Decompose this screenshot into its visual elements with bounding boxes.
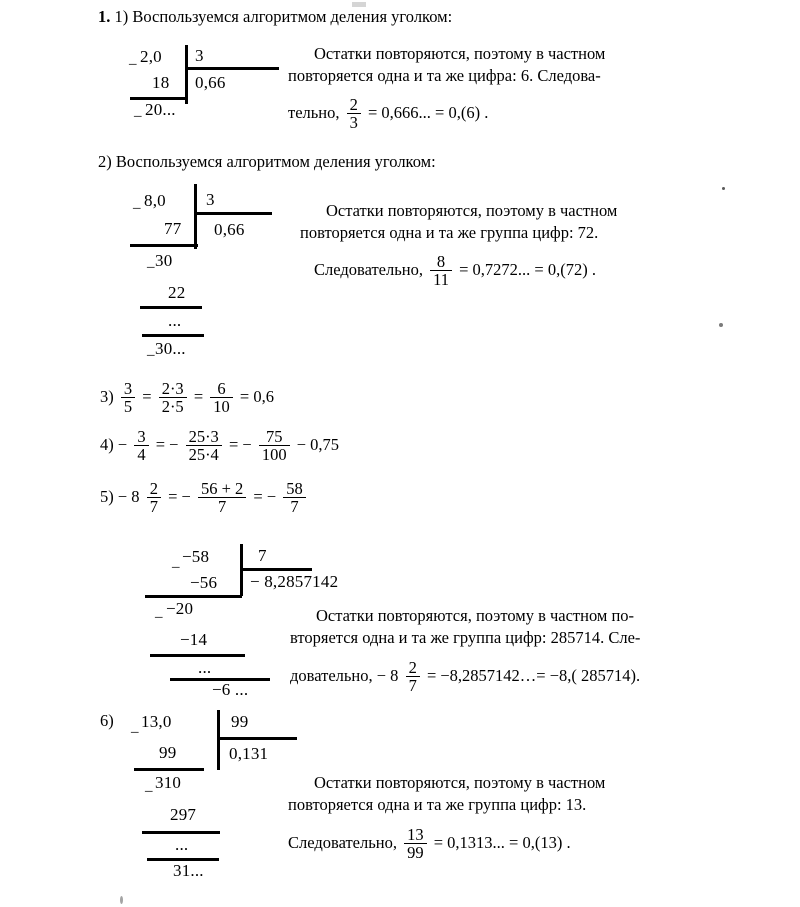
mixed-fraction-denominator: 7 [147, 497, 161, 515]
item2-long-division [120, 182, 320, 367]
fraction [430, 253, 452, 289]
item2-explanation [300, 200, 750, 289]
fraction-3-denominator: 100 [259, 445, 290, 463]
fraction-3-denominator: 10 [210, 397, 233, 415]
quotient: − 8,2857142 [250, 572, 339, 591]
divisor: 7 [258, 546, 267, 565]
dividend: 8,0 [144, 191, 166, 210]
explanation-line-3-lead: − 8 [376, 666, 399, 686]
division-horizontal-bar [217, 737, 297, 740]
remainder: −6 ... [212, 680, 249, 699]
fraction-3 [259, 428, 290, 464]
scan-artifact-right-1 [722, 187, 725, 190]
division-vertical-bar [217, 710, 220, 770]
explanation-line-2: вторяется одна и та же группа цифр: 285714. Сле- [290, 628, 641, 647]
fraction-2 [198, 480, 246, 516]
step-underline-3 [142, 334, 204, 337]
minus-sign-2: _ [134, 103, 142, 119]
fraction-2 [159, 380, 187, 416]
divisor: 99 [231, 712, 249, 731]
minus-sign-1: _ [129, 51, 137, 67]
minus-sign-1: _ [172, 554, 180, 570]
fraction-2-denominator: 2·5 [159, 397, 187, 415]
fraction-denominator: 7 [406, 676, 420, 694]
step-1: −56 [190, 573, 218, 592]
step-underline-2 [150, 654, 245, 657]
item5-explanation [290, 605, 760, 695]
fraction-1 [121, 380, 135, 416]
explanation-line-1: Остатки повторяются, поэтому в частном [326, 201, 618, 220]
fraction-1-numerator: 3 [123, 379, 133, 398]
equals-1: = [168, 487, 178, 507]
fraction-3 [210, 380, 233, 416]
equals-2: = [253, 487, 263, 507]
explanation-line-3-prefix: довательно, [290, 666, 373, 686]
fraction-numerator: 8 [436, 252, 446, 271]
explanation-line-2: повторяется одна и та же группа цифр: 72. [300, 223, 599, 242]
step-1: 77 [164, 219, 182, 238]
item3-result: 0,6 [253, 387, 274, 407]
explanation-line-3 [300, 253, 750, 289]
equals-2: = [193, 387, 204, 407]
item3-sub: 3) [100, 387, 114, 407]
fraction-1-numerator: 3 [137, 427, 146, 446]
fraction-3 [283, 480, 306, 516]
scan-artifact-right-2 [719, 323, 723, 327]
division-vertical-bar [194, 184, 197, 249]
explanation-line-2: повторяется одна и та же цифра: 6. Следова- [288, 66, 601, 85]
item5-expr-lead: − 8 [117, 487, 140, 507]
equals-1: = [142, 387, 152, 407]
explanation-line-3-tail: = −8,2857142…= −8,( 285714). [426, 666, 641, 686]
fraction-denominator: 11 [430, 270, 452, 288]
step-underline-2 [140, 306, 202, 309]
division-horizontal-bar [185, 67, 279, 70]
dividend: 13,0 [141, 712, 172, 731]
fraction-numerator: 13 [407, 825, 424, 844]
item4-sign-3: − [242, 435, 252, 455]
fraction-3-numerator: 6 [217, 379, 226, 398]
item5-sub: 5) [100, 487, 114, 507]
step-3: 22 [168, 283, 186, 302]
step-1: 18 [152, 73, 170, 92]
fraction-denominator: 99 [404, 843, 427, 861]
step-underline-2 [142, 831, 220, 834]
item2-sub: 2) [98, 152, 112, 171]
item1-sub: 1) [114, 7, 129, 26]
step-4: ... [198, 658, 212, 677]
divisor: 3 [206, 190, 215, 209]
equals-2: = [228, 435, 239, 455]
fraction [404, 826, 427, 862]
item5-sign-2: − [181, 487, 191, 507]
step-underline-1 [134, 768, 204, 771]
explanation-line-1: Остатки повторяются, поэтому в частном [314, 773, 606, 792]
division-vertical-bar [185, 45, 188, 104]
equals-1: = [155, 435, 165, 455]
item4-sign-1: − [117, 435, 128, 455]
explanation-line-3-prefix: Следовательно, [314, 260, 423, 280]
step-2: 30 [155, 251, 173, 270]
mixed-fraction-numerator: 2 [149, 479, 158, 498]
dividend: 2,0 [140, 47, 162, 66]
fraction-numerator: 2 [349, 95, 358, 114]
minus-sign-2: _ [155, 604, 163, 620]
fraction-2 [186, 428, 222, 464]
minus-sign-3: _ [147, 342, 155, 358]
dividend: −58 [182, 547, 210, 566]
step-4: ... [168, 311, 182, 330]
quotient: 0,66 [214, 220, 245, 239]
item5-sign-3: − [266, 487, 277, 507]
item4-sign-2: − [169, 435, 179, 455]
minus-sign-2: _ [147, 254, 155, 270]
fraction [347, 96, 361, 132]
item5-equation [100, 480, 309, 516]
remainder: 31... [173, 861, 204, 880]
minus-sign-1: _ [131, 719, 139, 735]
step-2: −20 [166, 599, 194, 618]
step-underline-1 [130, 244, 198, 247]
step-3: −14 [180, 630, 208, 649]
explanation-line-1: Остатки повторяются, поэтому в частном по- [316, 606, 635, 625]
explanation-line-3 [290, 659, 760, 695]
step-4: ... [175, 835, 189, 854]
item6-sub: 6) [100, 711, 114, 730]
fraction-1-denominator: 4 [134, 445, 148, 463]
fraction-2-denominator: 25·4 [186, 445, 222, 463]
fraction-1-denominator: 5 [121, 397, 135, 415]
explanation-line-3-prefix: тельно, [288, 103, 340, 123]
fraction-numerator: 2 [408, 658, 417, 677]
fraction-2-numerator: 56 + 2 [200, 479, 244, 498]
fraction-1 [134, 428, 148, 464]
explanation-line-3-tail: = 0,7272... = 0,(72) . [459, 260, 596, 280]
fraction-3-numerator: 75 [265, 427, 283, 446]
item1-heading [98, 8, 452, 26]
explanation-line-3-tail: = 0,666... = 0,(6) . [368, 103, 489, 123]
remainder: 20... [145, 100, 176, 119]
divisor: 3 [195, 46, 204, 65]
fraction-3-denominator: 7 [283, 497, 306, 515]
step-2: 310 [155, 773, 182, 792]
quotient: 0,131 [229, 744, 269, 763]
division-horizontal-bar [194, 212, 272, 215]
item3-equation [100, 380, 274, 416]
item4-equation [100, 428, 339, 464]
minus-sign-2: _ [145, 778, 153, 794]
fraction-2-numerator: 2·3 [161, 379, 184, 398]
item6-explanation [288, 772, 738, 862]
equals-3: = [239, 387, 250, 407]
division-horizontal-bar [240, 568, 312, 571]
item4-result: 0,75 [310, 435, 339, 455]
item4-sub: 4) [100, 435, 114, 455]
minus-sign-1: _ [133, 195, 141, 211]
item1-long-division [125, 40, 305, 140]
explanation-line-3 [288, 826, 738, 862]
explanation-line-3-prefix: Следовательно, [288, 833, 397, 853]
step-underline-1 [145, 595, 242, 598]
item2-heading-text: Воспользуемся алгоритмом деления уголком: [115, 152, 436, 171]
item1-heading-text: Воспользуемся алгоритмом деления уголком: [132, 7, 453, 26]
fraction-3-numerator: 58 [286, 479, 303, 498]
explanation-line-3 [288, 96, 728, 132]
explanation-line-1: Остатки повторяются, поэтому в частном [314, 44, 606, 63]
step-3: 297 [170, 805, 197, 824]
item1-explanation [288, 43, 728, 132]
mixed-fraction [147, 480, 161, 516]
item1-number: 1. [98, 7, 111, 26]
explanation-line-3-tail: = 0,1313... = 0,(13) . [433, 833, 571, 853]
explanation-line-2: повторяется одна и та же группа цифр: 13. [288, 795, 587, 814]
quotient: 0,66 [195, 73, 226, 92]
remainder: 30... [155, 339, 186, 358]
fraction [406, 659, 420, 695]
fraction-denominator: 3 [347, 113, 361, 131]
equals-3: − [296, 435, 306, 455]
fraction-2-numerator: 25·3 [188, 427, 219, 446]
item2-heading [98, 153, 436, 171]
fraction-2-denominator: 7 [198, 497, 246, 515]
step-1: 99 [159, 743, 177, 762]
scan-artifact-bottom [120, 896, 123, 904]
